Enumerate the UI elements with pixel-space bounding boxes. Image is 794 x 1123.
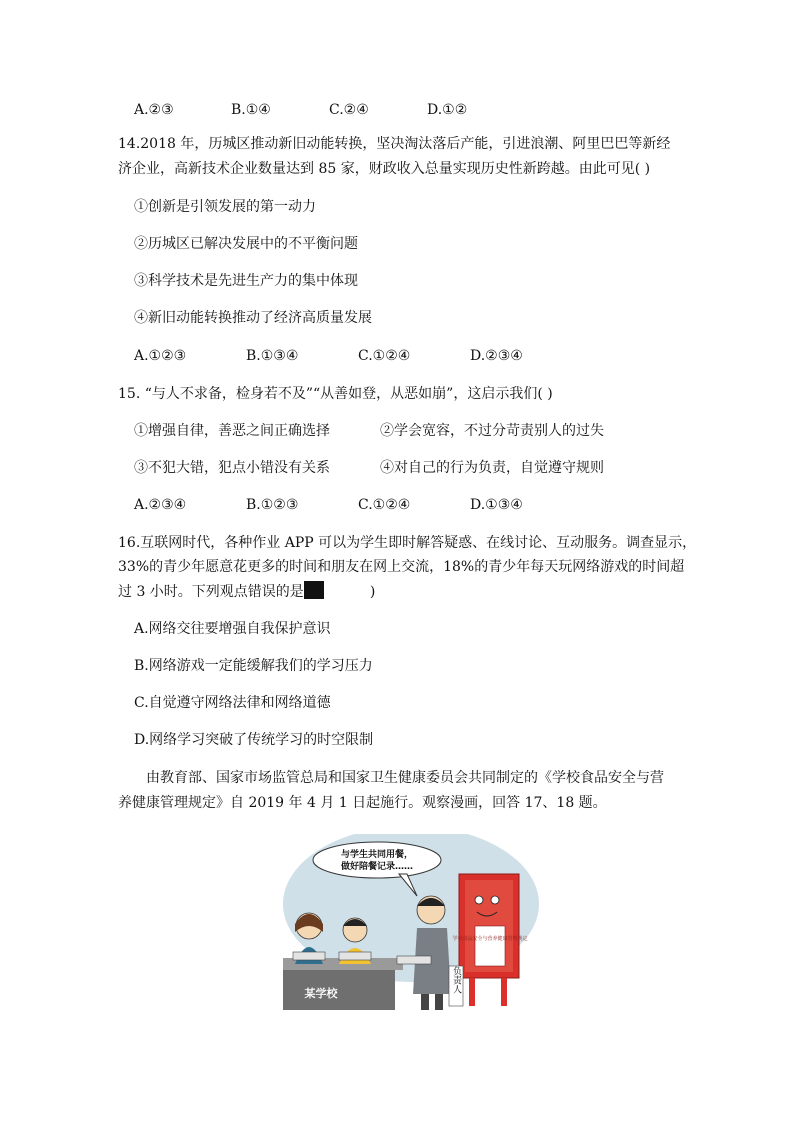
paragraph-line: 由教育部、国家市场监管总局和国家卫生健康委员会共同制定的《学校食品安全与营: [146, 770, 664, 786]
option: B.①②③: [246, 497, 299, 513]
bubble-text: 做好陪餐记录……: [340, 862, 414, 872]
statement: ③科学技术是先进生产力的集中体现: [134, 273, 358, 289]
option: C.②④: [329, 102, 369, 118]
option: C.自觉遵守网络法律和网络道德: [134, 695, 331, 711]
option: A.②③④: [134, 497, 187, 513]
question-stem: 16.互联网时代，各种作业 APP 可以为学生即时解答疑惑、在线讨论、互动服务。调查显示，: [118, 535, 697, 551]
option: C.①②④: [358, 497, 411, 513]
option: A.①②③: [134, 348, 187, 364]
option: D.②③④: [470, 348, 523, 364]
option: C.①②④: [358, 348, 411, 364]
option: D.①②: [427, 102, 468, 118]
stem-bracket: ): [369, 584, 376, 600]
statement: ①增强自律，善恶之间正确选择: [134, 423, 330, 439]
option: D.网络学习突破了传统学习的时空限制: [134, 732, 374, 748]
statement: ②学会宽容，不过分苛责别人的过失: [380, 423, 604, 439]
bubble-text: 与学生共同用餐，: [340, 850, 414, 860]
desk-front: [283, 970, 395, 1010]
option: A.网络交往要增强自我保护意识: [134, 621, 331, 637]
speech-bubble: [313, 842, 441, 878]
statement: ②历城区已解决发展中的不平衡问题: [134, 236, 358, 252]
question-stem: 15. “与人不求备，检身若不及”“从善如登，从恶如崩”，这启示我们( ): [118, 386, 553, 402]
school-sign: 某学校: [304, 987, 338, 1000]
question-stem: 33%的青少年愿意花更多的时间和朋友在网上交流，18%的青少年每天玩网络游戏的时间超: [118, 559, 685, 575]
option: D.①③④: [470, 497, 523, 513]
redaction-block: [304, 581, 324, 599]
question-stem: 济企业，高新技术企业数量达到 85 家，财政收入总量实现历史性新跨越。由此可见( ): [118, 161, 651, 177]
badge-label: 负责人: [451, 966, 461, 994]
question-stem: [118, 581, 375, 602]
stem-text: 过 3 小时。下列观点错误的是: [118, 584, 304, 600]
book-title: 学校食品安全与营养健康管理规定: [452, 936, 528, 942]
option: A.②③: [134, 102, 174, 118]
statement: ④新旧动能转换推动了经济高质量发展: [134, 310, 372, 326]
option: B.①③④: [246, 348, 299, 364]
option: B.网络游戏一定能缓解我们的学习压力: [134, 658, 373, 674]
statement: ④对自己的行为负责，自觉遵守规则: [380, 460, 604, 476]
question-stem: 14.2018 年，历城区推动新旧动能转换，坚决淘汰落后产能，引进浪潮、阿里巴巴等新经: [118, 136, 671, 152]
paragraph-line: 养健康管理规定》自 2019 年 4 月 1 日起施行。观察漫画，回答 17、18 题。: [118, 795, 607, 811]
option: B.①④: [231, 102, 271, 118]
cartoon-illustration: [279, 834, 543, 1014]
statement: ①创新是引领发展的第一动力: [134, 199, 316, 215]
statement: ③不犯大错，犯点小错没有关系: [134, 460, 330, 476]
